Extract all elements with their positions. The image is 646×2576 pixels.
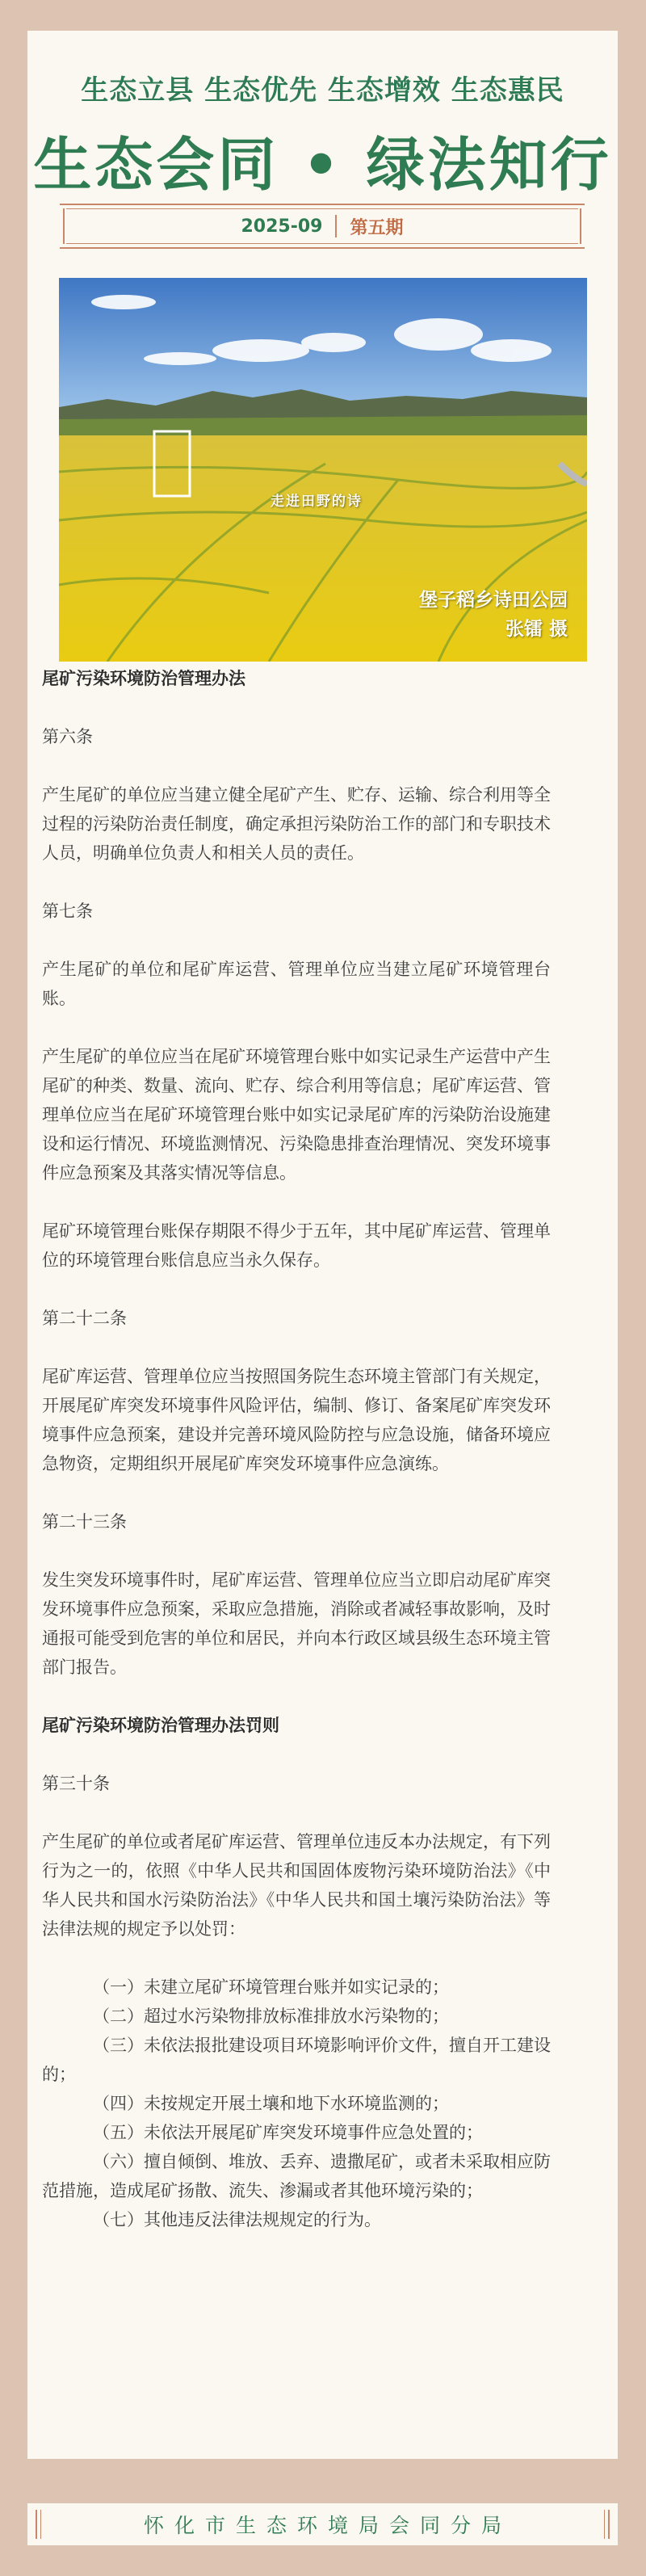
issue-divider	[335, 215, 337, 237]
article-paragraph: 发生突发环境事件时，尾矿库运营、管理单位应当立即启动尾矿库突发环境事件应急预案，采取应急措施，消除或者减轻事故影响，及时通报可能受到危害的单位和居民，并向本行政区域县级生态环境主管部门报告。	[42, 1570, 551, 1677]
article-paragraph: 产生尾矿的单位或者尾矿库运营、管理单位违反本办法规定，有下列行为之一的，依照《中华人民共和国固体废物污染环境防治法》《中华人民共和国水污染防治法》《中华人民共和国土壤污染防治法》等法律法规的规定予以处罚：	[42, 1832, 551, 1939]
page-title: 生态会同 • 绿法知行	[33, 131, 612, 199]
article-body	[42, 635, 551, 2234]
penalty-item: （一）未建立尾矿环境管理台账并如实记录的；	[93, 1977, 449, 1997]
article-paragraph: 产生尾矿的单位应当建立健全尾矿产生、贮存、运输、综合利用等全过程的污染防治责任制度，确定承担污染防治工作的部门和专职技术人员，明确单位负责人和相关人员的责任。	[42, 785, 551, 863]
article-clause: 第二十二条	[42, 1309, 127, 1328]
article-paragraph: 尾矿环境管理台账保存期限不得少于五年，其中尾矿库运营、管理单位的环境管理台账信息应当永久保存。	[42, 1221, 551, 1270]
article-clause: 第六条	[42, 727, 93, 746]
penalty-item: （四）未按规定开展土壤和地下水环境监测的；	[93, 2094, 449, 2113]
penalty-item: （六）擅自倾倒、堆放、丢弃、遗撒尾矿，或者未采取相应防范措施，造成尾矿扬散、流失、渗漏或者其他环境污染的；	[42, 2152, 551, 2200]
footer	[27, 2503, 618, 2545]
issue-date: 2025-09	[241, 216, 323, 237]
footer-organization: 怀化市生态环境局会同分局	[143, 2514, 512, 2537]
penalty-section-title: 尾矿污染环境防治管理办法罚则	[42, 1715, 279, 1735]
penalty-item: （三）未依法报批建设项目环境影响评价文件，擅自开工建设的；	[42, 2036, 551, 2084]
rapeseed-field-photo	[59, 278, 587, 662]
issue-banner	[60, 204, 585, 249]
article-clause: 第二十三条	[42, 1512, 127, 1532]
penalty-item: （五）未依法开展尾矿库突发环境事件应急处置的；	[93, 2123, 483, 2142]
penalty-item: （七）其他违反法律法规规定的行为。	[93, 2210, 381, 2229]
penalty-item: （二）超过水污染物排放标准排放水污染物的；	[93, 2007, 449, 2026]
photo-sign-text: 走进田野的诗	[271, 494, 363, 510]
article-paragraph: 产生尾矿的单位应当在尾矿环境管理台账中如实记录生产运营中产生尾矿的种类、数量、流向、贮存、综合利用等信息；尾矿库运营、管理单位应当在尾矿环境管理台账中如实记录尾矿库的污染防治设施建设和运行情况、环境监测情况、污染隐患排查治理情况、突发环境事件应急预案及其落实情况等信息。	[42, 1047, 551, 1183]
article-paragraph: 产生尾矿的单位和尾矿库运营、管理单位应当建立尾矿环境管理台账。	[42, 960, 551, 1008]
slogan: 生态立县 生态优先 生态增效 生态惠民	[81, 74, 564, 107]
footer-frame	[36, 2510, 610, 2539]
article-title: 尾矿污染环境防治管理办法	[42, 668, 245, 688]
article-paragraph: 尾矿库运营、管理单位应当按照国务院生态环境主管部门有关规定，开展尾矿库突发环境事件风险评估，编制、修订、备案尾矿库突发环境事件应急预案，建设并完善环境风险防控与应急设施，储备环境应急物资，定期组织开展尾矿库突发环境事件应急演练。	[42, 1367, 551, 1473]
article-clause: 第七条	[42, 901, 93, 921]
photo-location: 堡子稻乡诗田公园	[419, 589, 568, 611]
article-clause: 第三十条	[42, 1774, 110, 1793]
issue-number: 第五期	[350, 217, 404, 238]
photo-credit: 张镭 摄	[505, 618, 568, 640]
